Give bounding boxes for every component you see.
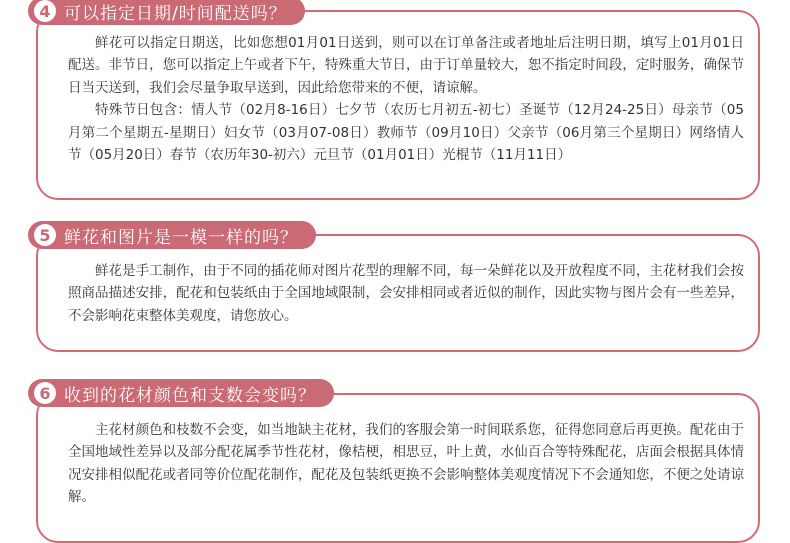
section-body (68, 419, 744, 509)
section-4-card (36, 10, 760, 200)
section-5-title-pill (28, 221, 316, 249)
paragraph: 特殊节日包含：情人节（02月8-16日）七夕节（农历七月初五-初七）圣诞节（12月24-25日）母亲节（05月第二个星期五-星期日）妇女节（03月07-08日）教师节（09月10日）父亲节（06月第三个星期日）网络情人节（05月20日）春节（农历年30-初六）元旦节（01月01日）光棍节（11月11日） (68, 102, 744, 164)
paragraph: 鲜花是手工制作，由于不同的插花师对图片花型的理解不同，每一朵鲜花以及开放程度不同，主花材我们会按照商品描述安排，配花和包装纸由于全国地域限制，会安排相同或者近似的制作，因此实物与图片会有一些差异，不会影响花束整体美观度，请您放心。 (68, 263, 744, 324)
section-number-badge: 4 (34, 0, 56, 22)
section-title: 收到的花材颜色和支数会变吗？ (64, 385, 316, 406)
section-5-card (36, 234, 760, 352)
paragraph: 鲜花可以指定日期送，比如您想01月01日送到，则可以在订单备注或者地址后注明日期，填写上01月01日配送。非节日，您可以指定上午或者下午，特殊重大节日，由于订单量较大，恕不指定时间段，定时服务，确保节日当天送到，我们会尽量争取早送到，因此给您带来的不便，请谅解。 (68, 35, 744, 96)
section-title: 鲜花和图片是一模一样的吗？ (64, 227, 298, 248)
section-6-card (36, 393, 760, 543)
section-4-title-pill (28, 0, 305, 25)
paragraph: 主花材颜色和枝数不会变，如当地缺主花材，我们的客服会第一时间联系您，征得您同意后再更换。配花由于全国地域性差异以及部分配花属季节性花材，像桔梗，相思豆，叶上黄，水仙百合等特殊配花，店面会根据具体情况安排相似配花或者同等价位配花制作，配花及包装纸更换不会影响整体美观度情况下不会通知您，不便之处请谅解。 (68, 422, 744, 506)
section-body (68, 260, 744, 327)
section-title: 可以指定日期/时间配送吗？ (64, 3, 287, 24)
section-body (68, 32, 744, 166)
section-number-badge: 6 (34, 382, 56, 404)
section-number-badge: 5 (34, 224, 56, 246)
section-6-title-pill (28, 379, 334, 407)
